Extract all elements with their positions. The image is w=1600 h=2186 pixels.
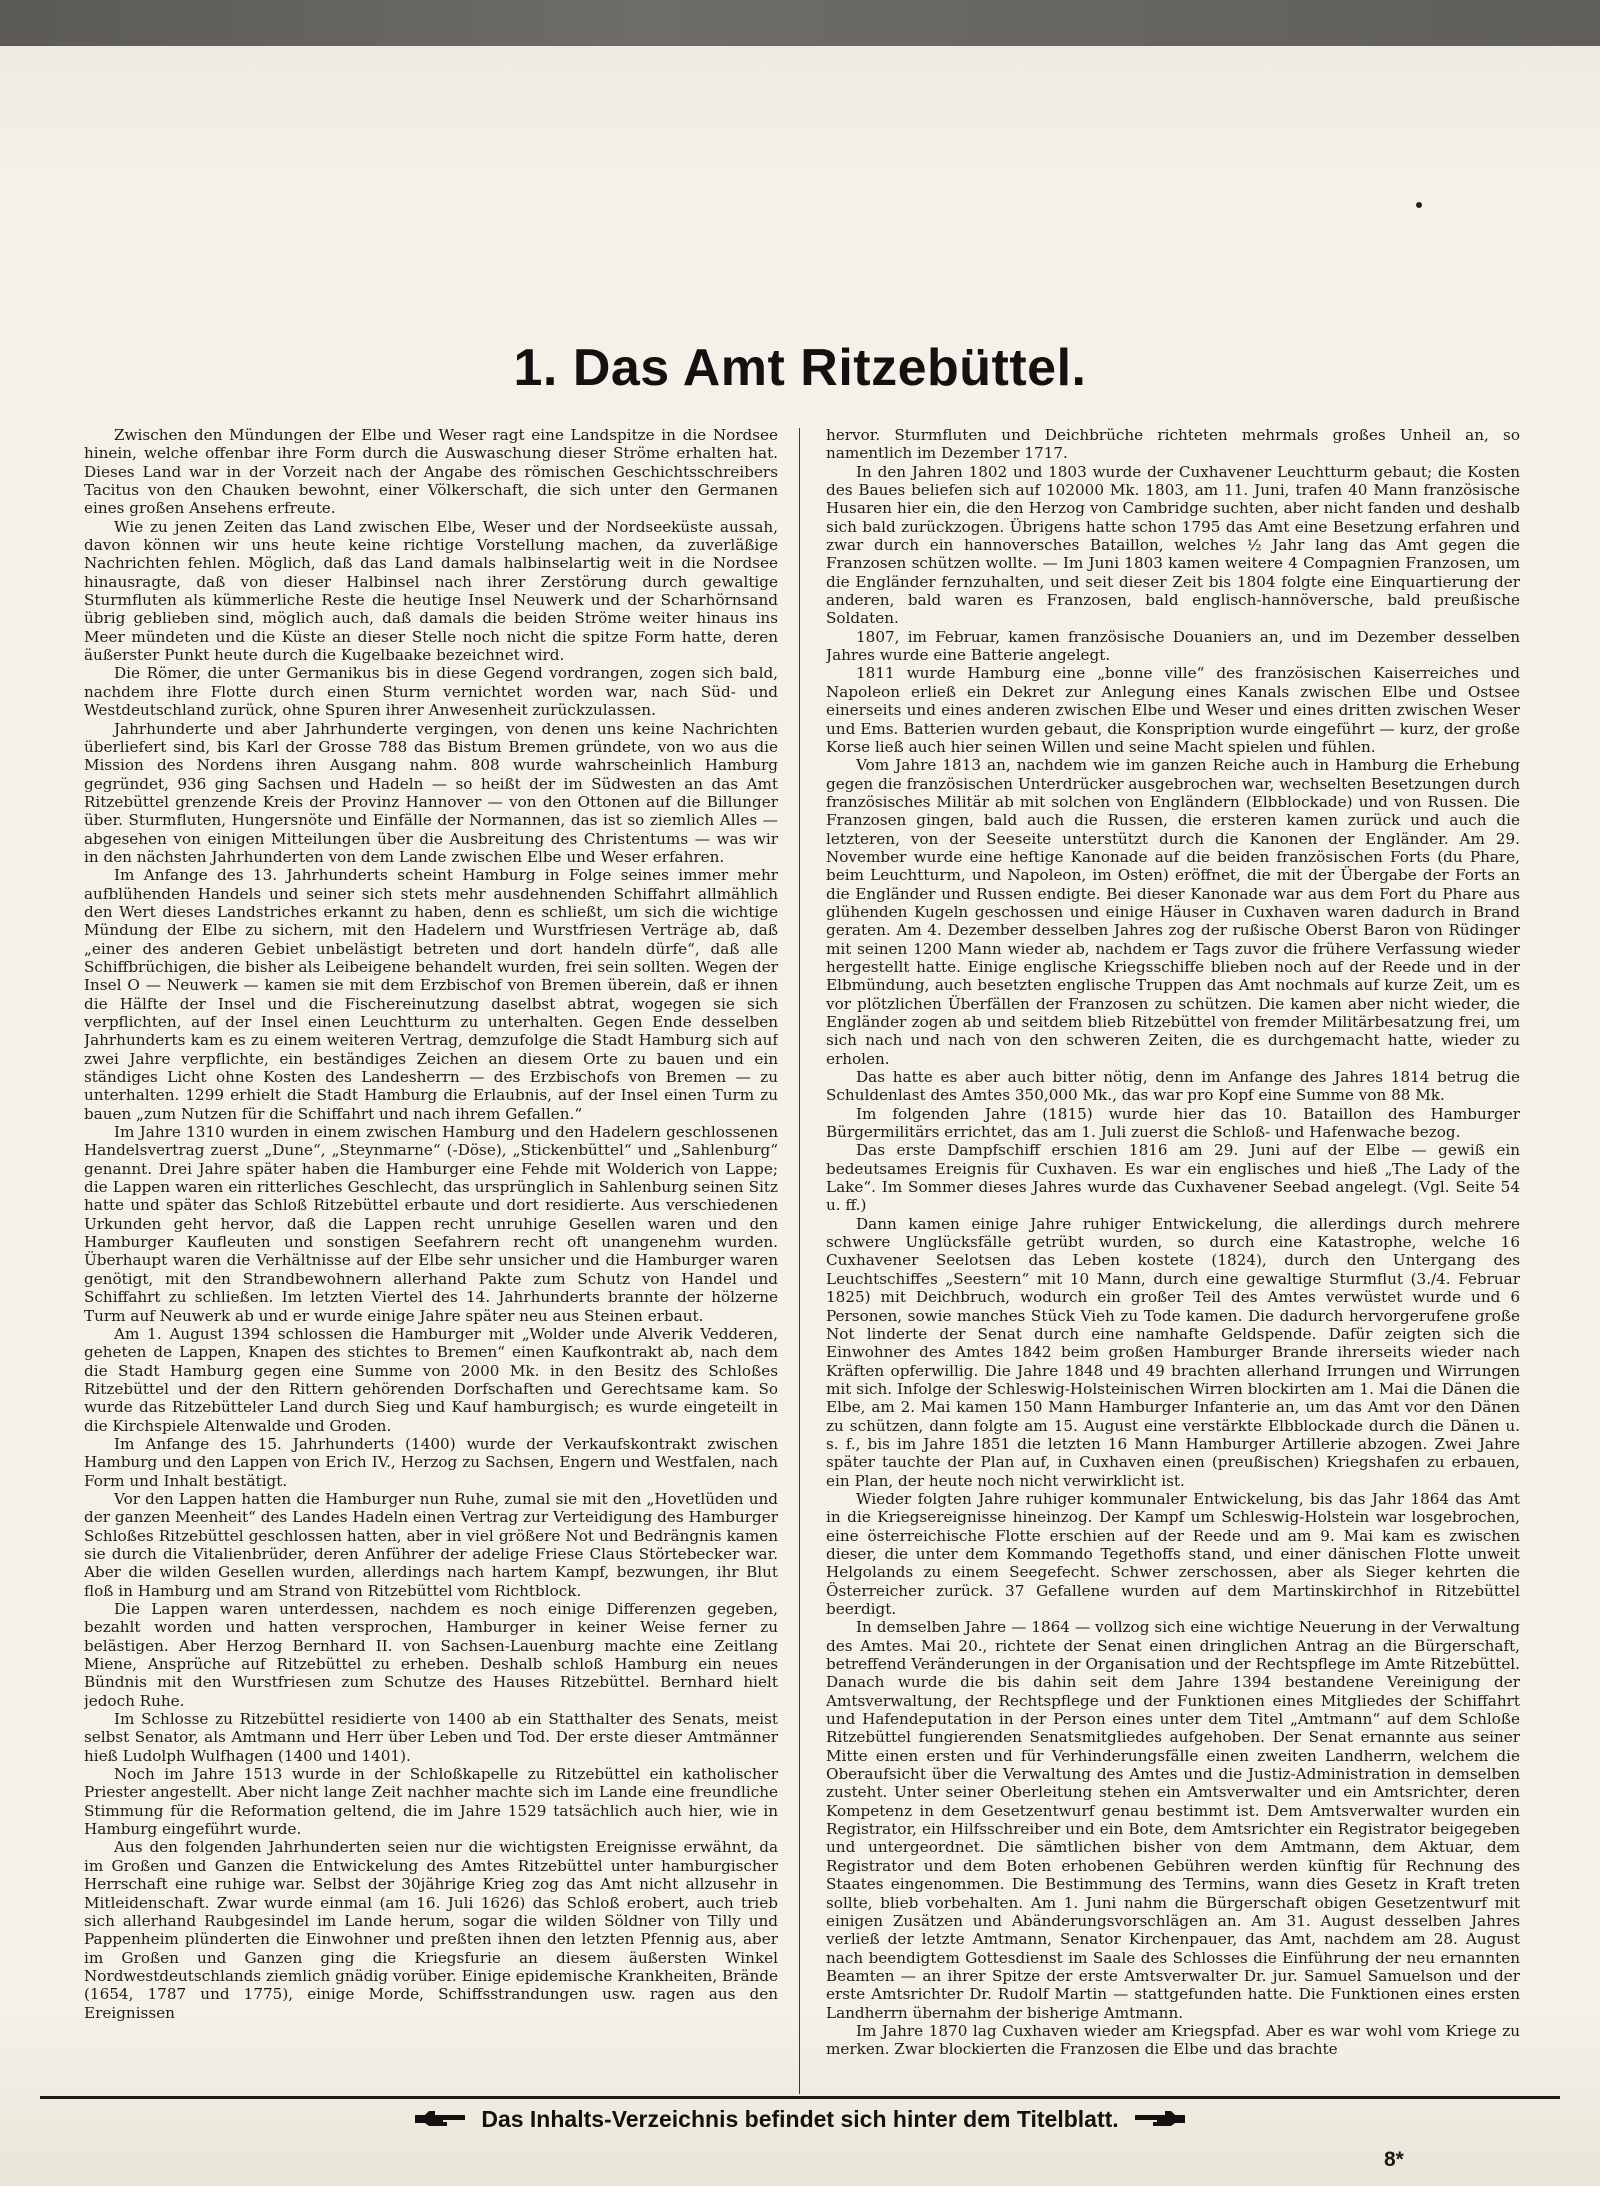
ink-dot	[1416, 202, 1422, 208]
pointing-hand-icon	[413, 2109, 467, 2129]
paragraph: 1807, im Februar, kamen französische Douaniers an, und im Dezember desselben Jahres wurde eine Batterie angelegt.	[826, 627, 1520, 665]
footer-note	[0, 2106, 1600, 2133]
page-title: 1. Das Amt Ritzebüttel.	[513, 339, 1087, 397]
paragraph: Im Anfange des 13. Jahrhunderts scheint Hamburg in Folge seines immer mehr aufblühenden Handels und seiner sich stets mehr ausdehnenden Schiffahrt allmählich den Wert dieses Landstriches erkannt zu haben, denn es schließt, um sich die wichtige Mündung der Elbe zu sichern, mit den Hadelern und Wurstfriesen Verträge ab, daß „einer des anderen Gebiet unbelästigt betreten und dort handeln dürfe“, daß alle Schiffbrüchigen, die bisher als Leibeigene behandelt wurden, frei sein sollten. Wegen der Insel O — Neuwerk — kamen sie mit dem Erzbischof von Bremen überein, daß er ihnen die Hälfte der Insel und die Fischereinutzung daselbst abtrat, wogegen sie sich verpflichten, auf der Insel einen Leuchtturm zu unterhalten. Gegen Ende desselben Jahrhunderts kam es zu einem weiteren Vertrag, demzufolge die Stadt Hamburg sich auf zwei Jahre verpflichte, ein beständiges Zeichen an diesem Orte zu bauen und ein ständiges Licht ohne Kosten des Landesherrn — des Erzbischofs von Bremen — zu unterhalten. 1299 erhielt die Stadt Hamburg die Erlaubnis, auf der Insel einen Turm zu bauen „zum Nutzen für die Schiffahrt und nach ihrem Gefallen.“	[84, 866, 778, 1123]
paragraph: Zwischen den Mündungen der Elbe und Weser ragt eine Landspitze in die Nordsee hinein, welche offenbar ihre Form durch die Auswaschung dieser Ströme erhalten hat. Dieses Land war in der Vorzeit nach der Angabe des römischen Geschichtsschreibers Tacitus von den Chauken bewohnt, einer Völkerschaft, die sich unter den Germanen eines großen Ansehens erfreute.	[84, 426, 778, 518]
paragraph: In den Jahren 1802 und 1803 wurde der Cuxhavener Leuchtturm gebaut; die Kosten des Baues beliefen sich auf 102000 Mk. 1803, am 11. Juni, trafen 40 Mann französische Husaren hier ein, die den Herzog von Cambridge suchten, aber nicht fanden und deshalb sich bald zurückzogen. Übrigens hatte schon 1795 das Amt eine Besetzung erfahren und zwar durch ein hannoversches Bataillon, welches ½ Jahr lang das Amt gegen die Franzosen schützen wollte. — Im Juni 1803 kamen weitere 4 Compagnien Franzosen, um die Engländer fernzuhalten, und seit dieser Zeit bis 1804 folgte eine Einquartierung der anderen, bald waren es Franzosen, bald englisch-hannöversche, bald preußische Soldaten.	[826, 462, 1520, 628]
paragraph: Das hatte es aber auch bitter nötig, denn im Anfange des Jahres 1814 betrug die Schuldenlast des Amtes 350,000 Mk., das war pro Kopf eine Summe von 88 Mk.	[826, 1068, 1520, 1105]
footer-divider	[40, 2096, 1560, 2099]
paragraph: Im Jahre 1870 lag Cuxhaven wieder am Kriegspfad. Aber es war wohl vom Kriege zu merken. Zwar blockierten die Franzosen die Elbe und das brachte	[826, 2021, 1520, 2059]
paragraph: Im Jahre 1310 wurden in einem zwischen Hamburg und den Hadelern geschlossenen Handelsvertrag zuerst „Dune“, „Steynmarne“ (-Döse), „Stickenbüttel“ und „Sahlenburg“ genannt. Drei Jahre später haben die Hamburger eine Fehde mit Wolderich von Lappe; die Lappen waren ein ritterliches Geschlecht, das ursprünglich in Sahlenburg seinen Sitz hatte und später das Schloß Ritzebüttel erbaute und dort residierte. Aus verschiedenen Urkunden geht hervor, daß die Lappen recht unruhige Gesellen waren und den Hamburger Kaufleuten und sonstigen Seefahrern recht oft unangenehm wurden. Überhaupt waren die Verhältnisse auf der Elbe sehr unsicher und die Hamburger waren genötigt, mit den Strandbewohnern allerhand Pakte zum Schutz von Handel und Schiffahrt zu schließen. Im letzten Viertel des 14. Jahrhunderts brannte der hölzerne Turm auf Neuwerk ab und er wurde einige Jahre später neu aus Steinen erbaut.	[84, 1123, 778, 1325]
paragraph: Im Schlosse zu Ritzebüttel residierte von 1400 ab ein Statthalter des Senats, meist selbst Senator, als Amtmann und Herr über Leben und Tod. Der erste dieser Amtmänner hieß Ludolph Wulfhagen (1400 und 1401).	[84, 1710, 778, 1765]
article-body	[84, 426, 1542, 2084]
paragraph: Die Lappen waren unterdessen, nachdem es noch einige Differenzen gegeben, bezahlt worden und hatten versprochen, Hamburger in keiner Weise ferner zu belästigen. Aber Herzog Bernhard II. von Sachsen-Lauenburg machte eine Zeitlang Miene, Ansprüche auf Ritzebüttel zu erheben. Deshalb schloß Hamburg ein neues Bündnis mit den Wurstfriesen zum Schutze des Hauses Ritzebüttel. Bernhard hielt jedoch Ruhe.	[84, 1600, 778, 1710]
scan-border-strip	[0, 0, 1600, 46]
paragraph: In demselben Jahre — 1864 — vollzog sich eine wichtige Neuerung in der Verwaltung des Amtes. Mai 20., richtete der Senat einen dringlichen Antrag an die Bürgerschaft, betreffend Veränderungen in der Organisation und der Rechtspflege im Amte Ritzebüttel. Danach wurde die bis dahin seit dem Jahre 1394 bestandene Vereinigung der Amtsverwaltung, der Rechtspflege und der Funktionen eines Mitgliedes der Schiffahrt und Hafendeputation in der Person eines unter dem Titel „Amtmann“ auf dem Schloße Ritzebüttel fungierenden Senatsmitgliedes aufgehoben. Der Senat ernannte aus seiner Mitte einen ersten und für Verhinderungsfälle einen zweiten Landherrn, welchem die Oberaufsicht über die Verwaltung des Amtes und die Justiz-Administration in demselben zusteht. Unter seiner Oberleitung stehen ein Amtsverwalter und ein Amtsrichter, deren Kompetenz in dem Gesetzentwurf genau bestimmt ist. Dem Amtsverwalter wurden ein Registrator, ein Hilfsschreiber und ein Bote, dem Amtsrichter ein Registrator beigegeben und untergeordnet. Die sämtlichen bisher von dem Amtmann, dem Aktuar, dem Registrator und dem Boten erhobenen Gebühren werden künftig für Rechnung des Staates eingenommen. Die Bestimmung des Termins, wann dies Gesetz in Kraft treten sollte, blieb vorbehalten. Am 1. Juni nahm die Bürgerschaft obigen Gesetzentwurf mit einigen Zusätzen und Abänderungsvorschlägen an. Am 31. August desselben Jahres verließ der letzte Amtmann, Senator Kirchenpauer, das Amt, nachdem am 28. August nach beendigtem Gottesdienst im Saale des Schlosses die Einführung der neu ernannten Beamten — an ihrer Spitze der erste Amtsverwalter Dr. jur. Samuel Samuelson und der erste Amtsrichter Dr. Rudolf Martin — stattgefunden hatte. Die Funktionen eines ersten Landherrn übernahm der bisherige Amtmann.	[826, 1618, 1520, 2022]
paragraph: Das erste Dampfschiff erschien 1816 am 29. Juni auf der Elbe — gewiß ein bedeutsames Ereignis für Cuxhaven. Es war ein englisches und hieß „The Lady of the Lake“. Im Sommer dieses Jahres wurde das Cuxhavener Seebad angelegt. (Vgl. Seite 54 u. ff.)	[826, 1141, 1520, 1215]
column-divider	[799, 428, 800, 2094]
paragraph: Am 1. August 1394 schlossen die Hamburger mit „Wolder unde Alverik Vedderen, geheten de Lappen, Knapen des stichtes to Bremen“ einen Kaufkontrakt ab, nach dem die Stadt Hamburg gegen eine Summe von 2000 Mk. in den Besitz des Schloßes Ritzebüttel und der den Rittern gehörenden Dorfschaften und Gerechtsame kam. So wurde das Ritzebütteler Land durch Sieg und Kauf hamburgisch; es wurde eingeteilt in die Kirchspiele Altenwalde und Groden.	[84, 1324, 778, 1435]
paragraph: Die Römer, die unter Germanikus bis in diese Gegend vordrangen, zogen sich bald, nachdem ihre Flotte durch einen Sturm vernichtet worden war, nach Süd- und Westdeutschland zurück, ohne Spuren ihrer Anwesenheit zurückzulassen.	[84, 664, 778, 720]
paragraph: Aus den folgenden Jahrhunderten seien nur die wichtigsten Ereignisse erwähnt, da im Großen und Ganzen die Entwickelung des Amtes Ritzebüttel unter hamburgischer Herrschaft eine ruhige war. Selbst der 30jährige Krieg zog das Amt nicht allzusehr in Mitleidenschaft. Zwar wurde einmal (am 16. Juli 1626) das Schloß erobert, auch trieb sich allerhand Raubgesindel im Lande herum, sogar die wilden Söldner von Tilly und Pappenheim plünderten die Einwohner und preßten ihnen den letzten Pfennig aus, aber im Großen und Ganzen ging die Kriegsfurie an diesem äußersten Winkel Nordwestdeutschlands ziemlich gnädig vorüber. Einige epidemische Krankheiten, Brände (1654, 1787 und 1775), einige Morde, Schiffsstrandungen usw. ragen aus den Ereignissen	[84, 1838, 778, 2022]
footer-note-text: Das Inhalts-Verzeichnis befindet sich hinter dem Titelblatt.	[481, 2106, 1119, 2132]
paragraph: 1811 wurde Hamburg eine „bonne ville“ des französischen Kaiserreiches und Napoleon erließ ein Dekret zur Anlegung eines Kanals zwischen Elbe und Ostsee einerseits und eines anderen zwischen Elbe und Weser und eines dritten zwischen Weser und Ems. Batterien wurden gebaut, die Konspription wurde eingeführt — kurz, der große Korse ließ auch hier seinen Willen und seine Macht spielen und fühlen.	[826, 664, 1520, 756]
paragraph: Wieder folgten Jahre ruhiger kommunaler Entwickelung, bis das Jahr 1864 das Amt in die Kriegsereignisse hineinzog. Der Kampf um Schleswig-Holstein war losgebrochen, eine österreichische Flotte erschien auf der Reede und am 9. Mai kam es zwischen dieser, die unter dem Kommando Tegethoffs stand, und einer dänischen Flotte unweit Helgolands zu einem Seegefecht. Schwer zerschossen, aber als Sieger kehrten die Österreicher zurück. 37 Gefallene wurden auf dem Martinskirchhof in Ritzebüttel beerdigt.	[826, 1489, 1520, 1618]
paragraph: Vor den Lappen hatten die Hamburger nun Ruhe, zumal sie mit den „Hovetlüden und der ganzen Meenheit“ des Landes Hadeln einen Vertrag zur Verteidigung des Hamburger Schloßes Ritzebüttel geschlossen hatten, aber in viel größere Not und Bedrängnis kamen sie durch die Vitalienbrüder, deren Anführer der adelige Friese Claus Störtebecker war. Aber die wilden Gesellen wurden, allerdings nach hartem Kampf, bezwungen, ihr Blut floß in Hamburg und am Strand von Ritzebüttel vom Richtblock.	[84, 1489, 778, 1600]
pointing-hand-icon-left	[1133, 2109, 1187, 2129]
right-column	[826, 426, 1520, 2084]
paragraph: Vom Jahre 1813 an, nachdem wie im ganzen Reiche auch in Hamburg die Erhebung gegen die französischen Unterdrücker ausgebrochen war, wechselten Besetzungen durch französisches Militär ab mit solchen von Engländern (Elbblockade) und von Russen. Die Franzosen gingen, bald auch die Russen, die ersteren kamen zurück und auch die letzteren, von der Seeseite unterstützt durch die Kanonen der Engländer. Am 29. November wurde eine heftige Kanonade auf die beiden französischen Forts (du Phare, beim Leuchtturm, und Napoleon, im Osten) eröffnet, die mit der Übergabe der Forts an die Engländer und Russen endigte. Bei dieser Kanonade war aus dem Fort du Phare aus glühenden Kugeln geschossen und einige Häuser in Cuxhaven waren dadurch in Brand geraten. Am 4. Dezember desselben Jahres zog der rußische Oberst Baron von Rüdinger mit seinen 1200 Mann wieder ab, nachdem er Tags zuvor die frühere Verfassung wieder hergestellt hatte. Einige englische Kriegsschiffe blieben noch auf der Reede und in der Elbmündung, auch besetzten englische Truppen das Amt nochmals auf kurze Zeit, um es vor plötzlichen Überfällen der Franzosen zu schützen. Die kamen aber nicht wieder, die Engländer zogen ab und seitdem blieb Ritzebüttel von fremder Militärbesatzung frei, um sich nach und nach von den schweren Zeiten, die es durchgemacht hatte, wieder zu erholen.	[826, 756, 1520, 1068]
paragraph: Wie zu jenen Zeiten das Land zwischen Elbe, Weser und der Nordseeküste aussah, davon können wir uns heute keine richtige Vorstellung machen, da zuverläßige Nachrichten fehlen. Möglich, daß das Land damals halbinselartig weit in die Nordsee hinausragte, daß von dieser Halbinsel nach ihrer Zerstörung durch gewaltige Sturmfluten als kümmerliche Reste die heutige Insel Neuwerk und der Scharhörnsand übrig geblieben sind, möglich auch, daß damals die beiden Ströme weiter hinaus ins Meer mündeten und die Küste an dieser Stelle noch nicht die spitze Form hatte, deren äußerster Punkt heute durch die Kugelbaake bezeichnet wird.	[84, 517, 778, 665]
paragraph: Jahrhunderte und aber Jahrhunderte vergingen, von denen uns keine Nachrichten überliefert sind, bis Karl der Grosse 788 das Bistum Bremen gründete, von wo aus die Mission des Nordens ihren Ausgang nahm. 808 wurde wahrscheinlich Hamburg gegründet, 936 ging Sachsen und Hadeln — so heißt der im Südwesten an das Amt Ritzebüttel grenzende Kreis der Provinz Hannover — von den Ottonen auf die Billunger über. Sturmfluten, Hungersnöte und Einfälle der Normannen, das ist so ziemlich Alles — abgesehen von einigen Mitteilungen über die Ausbreitung des Christentums — was wir in den nächsten Jahrhunderten von dem Lande zwischen Elbe und Weser erfahren.	[84, 719, 778, 866]
paragraph: Im Anfange des 15. Jahrhunderts (1400) wurde der Verkaufskontrakt zwischen Hamburg und den Lappen von Erich IV., Herzog zu Sachsen, Engern und Westfalen, nach Form und Inhalt bestätigt.	[84, 1434, 778, 1490]
page-number: 8*	[1384, 2148, 1404, 2171]
paragraph: Noch im Jahre 1513 wurde in der Schloßkapelle zu Ritzebüttel ein katholischer Priester angestellt. Aber nicht lange Zeit nachher machte sich im Lande eine freundliche Stimmung für die Reformation geltend, die im Jahre 1529 tatsächlich auch hier, wie in Hamburg eingeführt wurde.	[84, 1765, 778, 1839]
left-column	[84, 426, 778, 2084]
paragraph: Dann kamen einige Jahre ruhiger Entwickelung, die allerdings durch mehrere schwere Unglücksfälle getrübt wurden, so durch eine Katastrophe, welche 16 Cuxhavener Seelotsen das Leben kostete (1824), durch den Untergang des Leuchtschiffes „Seestern“ mit 10 Mann, durch eine gewaltige Sturmflut (3./4. Februar 1825) mit Deichbruch, wodurch ein großer Teil des Amtes verwüstet wurde und 6 Personen, sowie manches Stück Vieh zu Tode kamen. Die dadurch hervorgerufene große Not linderte der Senat durch eine namhafte Geldspende. Dafür zeigten sich die Einwohner des Amtes 1842 beim großen Hamburger Brande ihrerseits wieder nach Kräften opferwillig. Die Jahre 1848 und 49 brachten allerhand Irrungen und Wirrungen mit sich. Infolge der Schleswig-Holsteinischen Wirren blockirten am 1. Mai die Dänen die Elbe, am 2. Mai kamen 150 Mann Hamburger Infanterie an, um das Amt vor den Dänen zu schützen, dann folgte am 15. August eine verstärkte Elbblockade durch die Dänen u. s. f., bis im Jahre 1851 die letzten 16 Mann Hamburger Artillerie abzogen. Zwei Jahre später tauchte der Plan auf, in Cuxhaven einen (preußischen) Kriegshafen zu erbauen, ein Plan, der heute noch nicht verwirklicht ist.	[826, 1214, 1520, 1490]
paragraph: hervor. Sturmfluten und Deichbrüche richteten mehrmals großes Unheil an, so namentlich im Dezember 1717.	[826, 426, 1520, 463]
paragraph: Im folgenden Jahre (1815) wurde hier das 10. Bataillon des Hamburger Bürgermilitärs errichtet, das am 1. Juli zuerst die Schloß- und Hafenwache bezog.	[826, 1104, 1520, 1142]
